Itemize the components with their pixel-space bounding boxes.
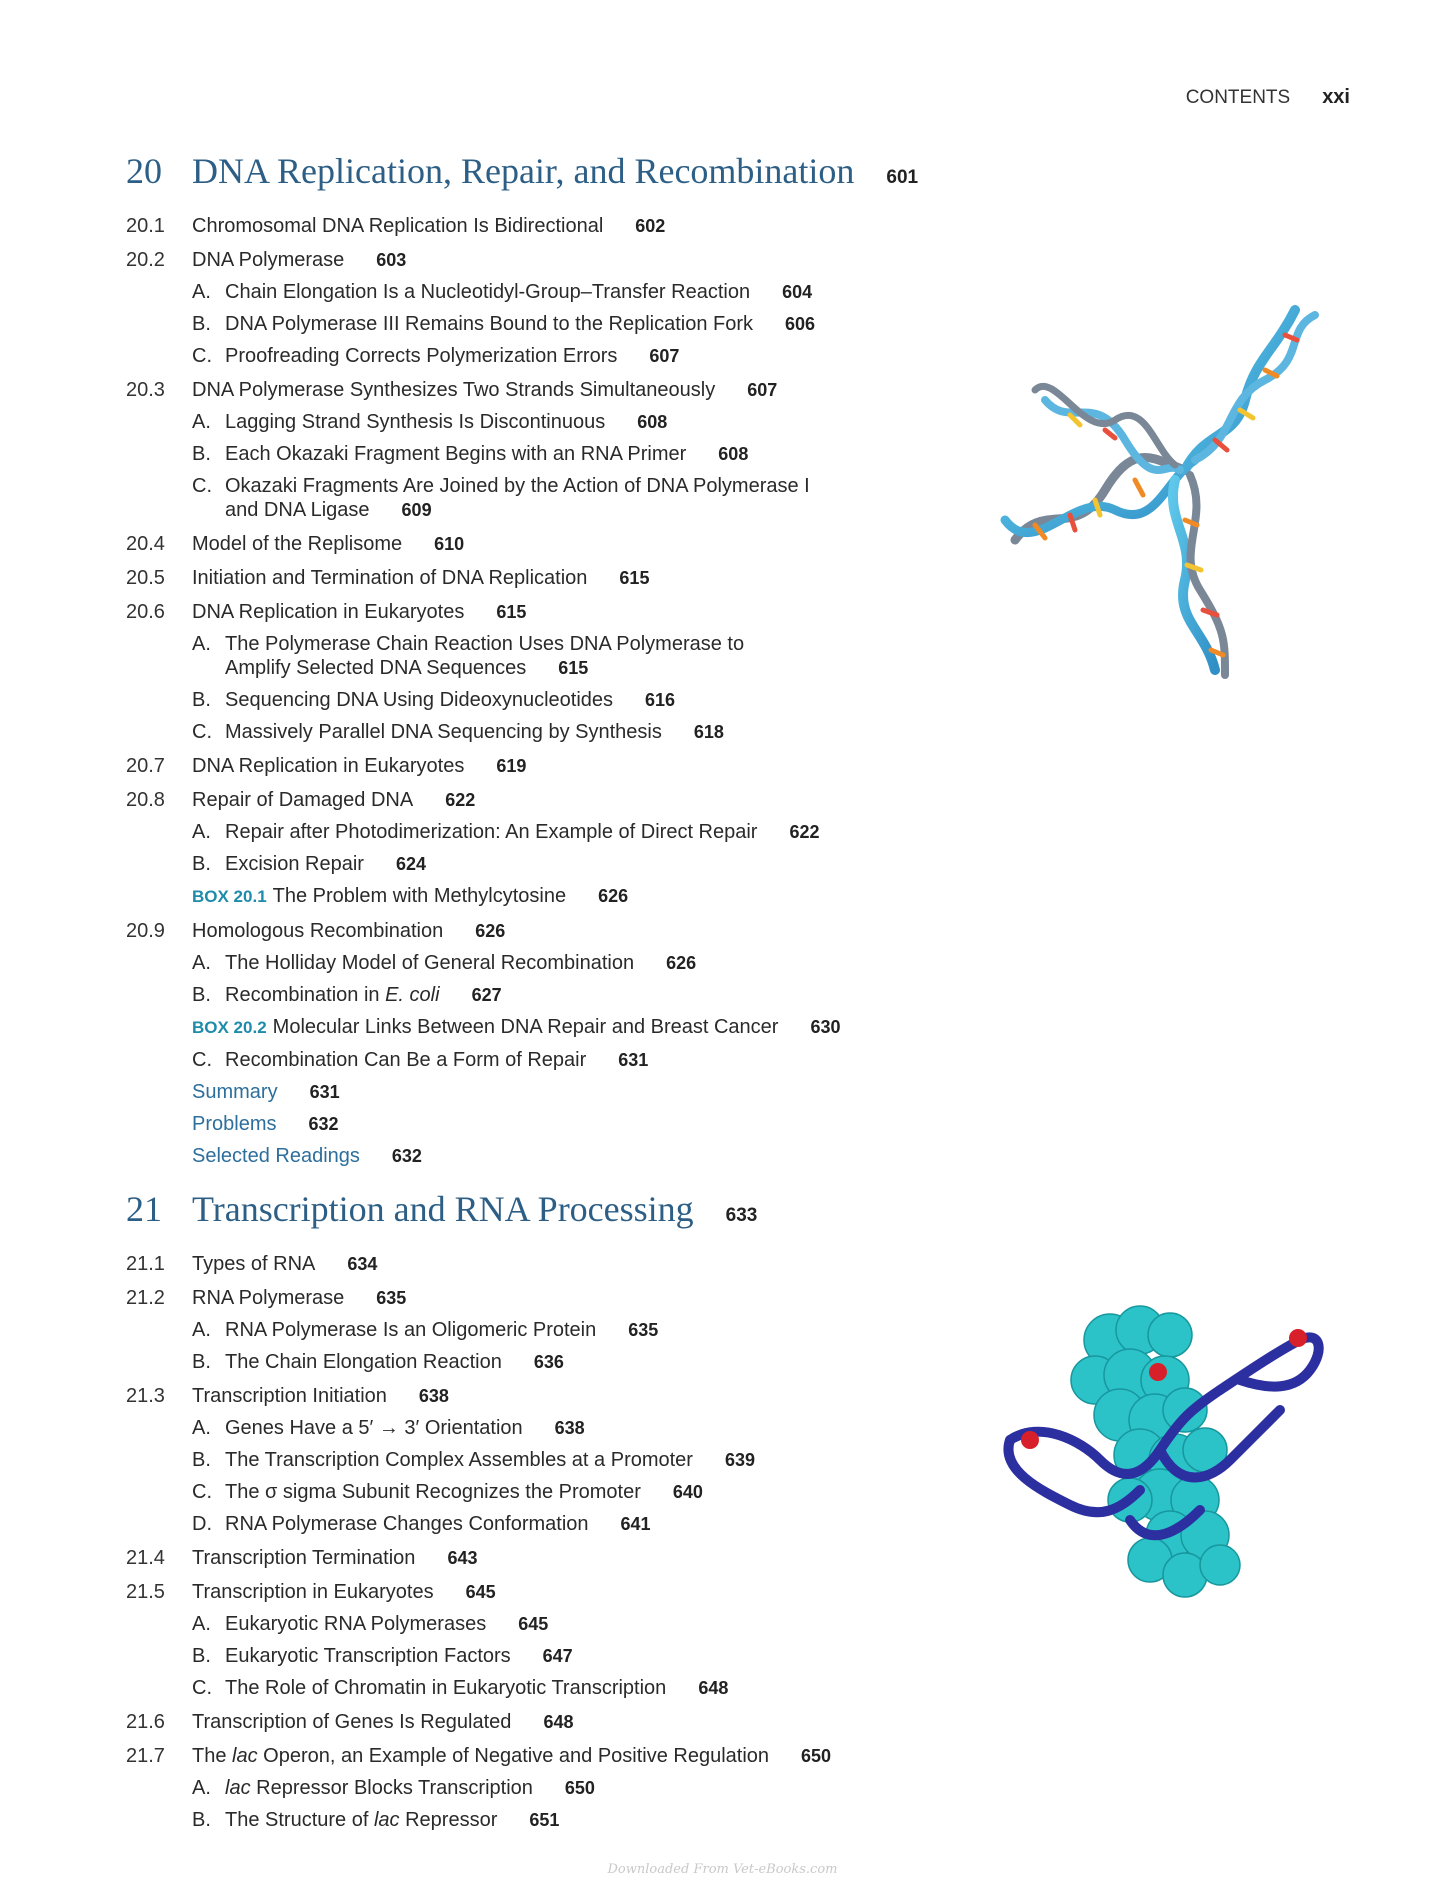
title-text: The Structure of	[225, 1809, 374, 1831]
page-number: 635	[376, 1288, 407, 1308]
subsection-title: Sequencing DNA Using Dideoxynucleotides	[225, 689, 614, 711]
subsection-letter: B.	[192, 689, 211, 711]
toc-subsection-continued[interactable]	[225, 656, 1126, 680]
page-number: 647	[542, 1646, 573, 1666]
section-title: Transcription of Genes Is Regulated	[192, 1711, 512, 1733]
subsection-title: The σ sigma Subunit Recognizes the Promoter	[225, 1481, 641, 1503]
page-number: 641	[620, 1514, 651, 1534]
subsection-title: RNA Polymerase Changes Conformation	[225, 1513, 589, 1535]
running-header	[1186, 86, 1350, 109]
page-number: 648	[543, 1712, 574, 1732]
section-number: 20.5	[126, 567, 165, 589]
section-title: Types of RNA	[192, 1253, 316, 1275]
page-number: 634	[347, 1254, 378, 1274]
page-number: 608	[637, 412, 668, 432]
toc-subsection[interactable]	[126, 1448, 1126, 1472]
title-text: Repressor Blocks Transcription	[250, 1777, 533, 1799]
toc-section[interactable]	[126, 1580, 1126, 1604]
title-italic: lac	[232, 1745, 258, 1767]
toc-subsection[interactable]	[126, 280, 1126, 304]
chapter-number: 20	[126, 151, 162, 191]
subsection-letter: C.	[192, 721, 212, 743]
subsection-letter: B.	[192, 853, 211, 875]
page-number: 638	[418, 1386, 449, 1406]
page-number: 645	[465, 1582, 496, 1602]
subsection-letter: B.	[192, 1449, 211, 1471]
title-text: Recombination in	[225, 984, 386, 1006]
section-title	[192, 1744, 769, 1768]
page-number: 626	[666, 953, 697, 973]
toc-section[interactable]	[126, 1546, 1126, 1570]
page-number: 650	[564, 1778, 595, 1798]
toc-section[interactable]	[126, 1286, 1126, 1310]
page-number: 606	[785, 314, 816, 334]
subsection-letter: A.	[192, 1613, 211, 1635]
subsection-letter: A.	[192, 952, 211, 974]
page-number: 607	[747, 380, 778, 400]
subsection-title: Repair after Photodimerization: An Example of Direct Repair	[225, 821, 758, 843]
subsection-letter: C.	[192, 1049, 212, 1071]
subsection-title: Genes Have a 5′ → 3′ Orientation	[225, 1417, 523, 1439]
subsection-title	[225, 1776, 533, 1800]
subsection-title: Massively Parallel DNA Sequencing by Synthesis	[225, 721, 662, 743]
subsection-letter: B.	[192, 443, 211, 465]
chapter-title: Transcription and RNA Processing	[192, 1189, 694, 1229]
subsection-title: Recombination Can Be a Form of Repair	[225, 1049, 587, 1071]
page-number: 601	[886, 167, 919, 188]
section-title: Homologous Recombination	[192, 920, 444, 942]
subsection-letter: B.	[192, 1351, 211, 1373]
toc-subsection[interactable]	[126, 1808, 1126, 1832]
page-number: 622	[445, 790, 476, 810]
section-title: RNA Polymerase	[192, 1287, 345, 1309]
page-number: 615	[619, 568, 650, 588]
section-title: Transcription Initiation	[192, 1385, 387, 1407]
subsection-title: The Role of Chromatin in Eukaryotic Transcription	[225, 1677, 667, 1699]
page-number: 615	[496, 602, 527, 622]
page-number: 610	[434, 534, 465, 554]
end-matter-title: Selected Readings	[192, 1145, 360, 1167]
toc-section[interactable]	[126, 754, 1126, 778]
toc-section[interactable]	[126, 1384, 1126, 1408]
section-title: Initiation and Termination of DNA Replication	[192, 567, 588, 589]
section-number: 21.4	[126, 1547, 165, 1569]
subsection-title: RNA Polymerase Is an Oligomeric Protein	[225, 1319, 597, 1341]
page-number: 633	[725, 1205, 758, 1226]
subsection-title: The Polymerase Chain Reaction Uses DNA Polymerase to	[225, 633, 745, 655]
section-title: DNA Polymerase	[192, 249, 345, 271]
toc-section[interactable]	[126, 214, 1126, 238]
subsection-letter: A.	[192, 1417, 211, 1439]
page-number: 602	[635, 216, 666, 236]
toc-subsection[interactable]	[126, 1612, 1126, 1636]
page-number: 608	[718, 444, 749, 464]
section-number: 21.2	[126, 1287, 165, 1309]
page-number: 627	[471, 985, 502, 1005]
section-number: 21.1	[126, 1253, 165, 1275]
section-number: 21.5	[126, 1581, 165, 1603]
toc-subsection[interactable]	[126, 1480, 1126, 1504]
subsection-letter: A.	[192, 281, 211, 303]
page-number: 648	[698, 1678, 729, 1698]
box-label: BOX 20.2	[192, 1018, 267, 1037]
subsection-title	[225, 1808, 497, 1832]
toc-subsection[interactable]	[126, 720, 1126, 744]
page-number: 609	[401, 500, 432, 520]
subsection-title: The Holliday Model of General Recombination	[225, 952, 635, 974]
subsection-title: Each Okazaki Fragment Begins with an RNA Primer	[225, 443, 687, 465]
page-number: 631	[309, 1082, 340, 1102]
toc-section[interactable]	[126, 532, 1126, 556]
toc-subsection[interactable]	[126, 632, 1126, 656]
section-number: 21.6	[126, 1711, 165, 1733]
toc-subsection[interactable]	[126, 1644, 1126, 1668]
subsection-title: Eukaryotic Transcription Factors	[225, 1645, 511, 1667]
toc-problems[interactable]	[126, 1112, 1126, 1136]
chapter-20-heading[interactable]	[126, 150, 1126, 204]
toc-section[interactable]	[126, 1710, 1126, 1734]
subsection-letter: C.	[192, 1677, 212, 1699]
section-number: 21.7	[126, 1745, 165, 1767]
subsection-title: Lagging Strand Synthesis Is Discontinuous	[225, 411, 606, 433]
header-label: CONTENTS	[1185, 87, 1291, 108]
page-number: 639	[724, 1450, 756, 1470]
section-number: 20.1	[126, 215, 165, 237]
section-title: DNA Replication in Eukaryotes	[192, 755, 465, 777]
page-number: 650	[801, 1746, 832, 1766]
toc-subsection[interactable]	[126, 951, 1126, 975]
toc-subsection[interactable]	[126, 688, 1126, 712]
toc-subsection[interactable]	[126, 983, 1126, 1007]
subsection-letter: B.	[192, 984, 211, 1006]
page-number: 631	[618, 1050, 649, 1070]
toc-subsection-continued[interactable]	[225, 498, 1126, 522]
toc-summary[interactable]	[126, 1080, 1126, 1104]
page-number: 632	[308, 1114, 339, 1134]
toc-subsection[interactable]	[126, 820, 1126, 844]
subsection-title: The Transcription Complex Assembles at a Promoter	[225, 1449, 693, 1471]
toc-section[interactable]	[126, 248, 1126, 272]
toc-subsection[interactable]	[126, 852, 1126, 876]
section-number: 21.3	[126, 1385, 165, 1407]
subsection-title: Okazaki Fragments Are Joined by the Action of DNA Polymerase I	[225, 475, 810, 497]
section-title: Chromosomal DNA Replication Is Bidirectional	[192, 215, 604, 237]
section-title: DNA Polymerase Synthesizes Two Strands Simultaneously	[192, 379, 716, 401]
subsection-title: Proofreading Corrects Polymerization Errors	[225, 345, 618, 367]
title-italic: lac	[225, 1777, 251, 1799]
subsection-letter: A.	[192, 1319, 211, 1341]
section-number: 20.3	[126, 379, 165, 401]
end-matter-title: Summary	[192, 1081, 278, 1103]
page-number: 603	[376, 250, 407, 270]
page-number: 651	[529, 1810, 560, 1830]
toc-subsection[interactable]	[126, 410, 1126, 434]
chapter-title: DNA Replication, Repair, and Recombination	[192, 151, 855, 191]
title-text: Operon, an Example of Negative and Positive Regulation	[257, 1745, 770, 1767]
page-number: 624	[395, 854, 426, 874]
section-number: 20.7	[126, 755, 165, 777]
page-number: 635	[628, 1320, 659, 1340]
page-number: 640	[672, 1482, 703, 1502]
title-text: Repressor	[399, 1809, 498, 1831]
header-page-number: xxi	[1322, 86, 1350, 108]
toc-box-entry[interactable]	[126, 884, 1126, 909]
section-number: 20.2	[126, 249, 165, 271]
subsection-letter: D.	[192, 1513, 212, 1535]
toc-section[interactable]	[126, 1252, 1126, 1276]
toc-subsection[interactable]	[126, 1318, 1126, 1342]
toc-box-entry[interactable]	[126, 1015, 1126, 1040]
subsection-letter: C.	[192, 345, 212, 367]
page-number: 626	[475, 921, 506, 941]
page-number: 622	[789, 822, 820, 842]
section-title: Transcription in Eukaryotes	[192, 1581, 434, 1603]
subsection-letter: B.	[192, 1809, 211, 1831]
page-number: 619	[496, 756, 527, 776]
subsection-title: Excision Repair	[225, 853, 364, 875]
toc-section[interactable]	[126, 566, 1126, 590]
page-number: 645	[518, 1614, 549, 1634]
end-matter-title: Problems	[192, 1113, 277, 1135]
page-number: 616	[645, 690, 676, 710]
section-title: Transcription Termination	[192, 1547, 416, 1569]
toc-section[interactable]	[126, 378, 1126, 402]
subsection-title: DNA Polymerase III Remains Bound to the Replication Fork	[225, 313, 754, 335]
section-title: Repair of Damaged DNA	[192, 789, 414, 811]
toc-section[interactable]	[126, 919, 1126, 943]
toc-subsection[interactable]	[126, 1350, 1126, 1374]
toc-subsection[interactable]	[126, 1676, 1126, 1700]
page-number: 604	[782, 282, 813, 302]
toc-subsection[interactable]	[126, 474, 1126, 498]
page-number: 615	[558, 658, 589, 678]
toc-subsection[interactable]	[126, 312, 1126, 336]
subsection-title: Chain Elongation Is a Nucleotidyl-Group–Transfer Reaction	[225, 281, 751, 303]
page-number: 632	[391, 1146, 422, 1166]
toc-selected-readings[interactable]	[126, 1144, 1126, 1168]
page-number: 618	[693, 722, 724, 742]
section-number: 20.8	[126, 789, 165, 811]
table-of-contents	[126, 150, 1126, 1832]
subsection-title-continued: Amplify Selected DNA Sequences	[225, 657, 527, 679]
chapter-21-heading[interactable]	[126, 1188, 1126, 1242]
subsection-title	[225, 983, 440, 1007]
page-number: 626	[598, 886, 629, 906]
title-italic: E. coli	[385, 984, 440, 1006]
toc-section[interactable]	[126, 788, 1126, 812]
toc-subsection[interactable]	[126, 442, 1126, 466]
subsection-letter: C.	[192, 475, 212, 497]
subsection-letter: B.	[192, 313, 211, 335]
box-title: Molecular Links Between DNA Repair and Breast Cancer	[272, 1016, 779, 1038]
page-number: 638	[554, 1418, 585, 1438]
download-watermark: Downloaded From Vet-eBooks.com	[607, 1862, 838, 1877]
subsection-letter: A.	[192, 821, 211, 843]
page-number: 630	[810, 1017, 841, 1037]
subsection-title: The Chain Elongation Reaction	[225, 1351, 502, 1373]
title-italic: lac	[373, 1809, 400, 1831]
title-text: The	[192, 1745, 233, 1767]
toc-section[interactable]	[126, 600, 1126, 624]
subsection-letter: A.	[192, 1777, 211, 1799]
subsection-letter: C.	[192, 1481, 212, 1503]
toc-subsection[interactable]	[126, 1416, 1126, 1440]
page-number: 643	[447, 1548, 478, 1568]
subsection-title: Eukaryotic RNA Polymerases	[225, 1613, 487, 1635]
section-number: 20.6	[126, 601, 165, 623]
subsection-letter: A.	[192, 411, 211, 433]
chapter-number: 21	[126, 1189, 162, 1229]
toc-subsection[interactable]	[126, 1048, 1126, 1072]
page-number: 607	[649, 346, 680, 366]
subsection-letter: A.	[192, 633, 211, 655]
toc-subsection[interactable]	[126, 1512, 1126, 1536]
section-number: 20.9	[126, 920, 165, 942]
section-title: Model of the Replisome	[192, 533, 403, 555]
toc-subsection[interactable]	[126, 1776, 1126, 1800]
page-number: 636	[533, 1352, 564, 1372]
subsection-letter: B.	[192, 1645, 211, 1667]
toc-subsection[interactable]	[126, 344, 1126, 368]
box-title: The Problem with Methylcytosine	[272, 885, 567, 907]
section-title: DNA Replication in Eukaryotes	[192, 601, 465, 623]
section-number: 20.4	[126, 533, 165, 555]
toc-section[interactable]	[126, 1744, 1126, 1768]
subsection-title-continued: and DNA Ligase	[225, 499, 370, 521]
box-label: BOX 20.1	[192, 887, 267, 906]
